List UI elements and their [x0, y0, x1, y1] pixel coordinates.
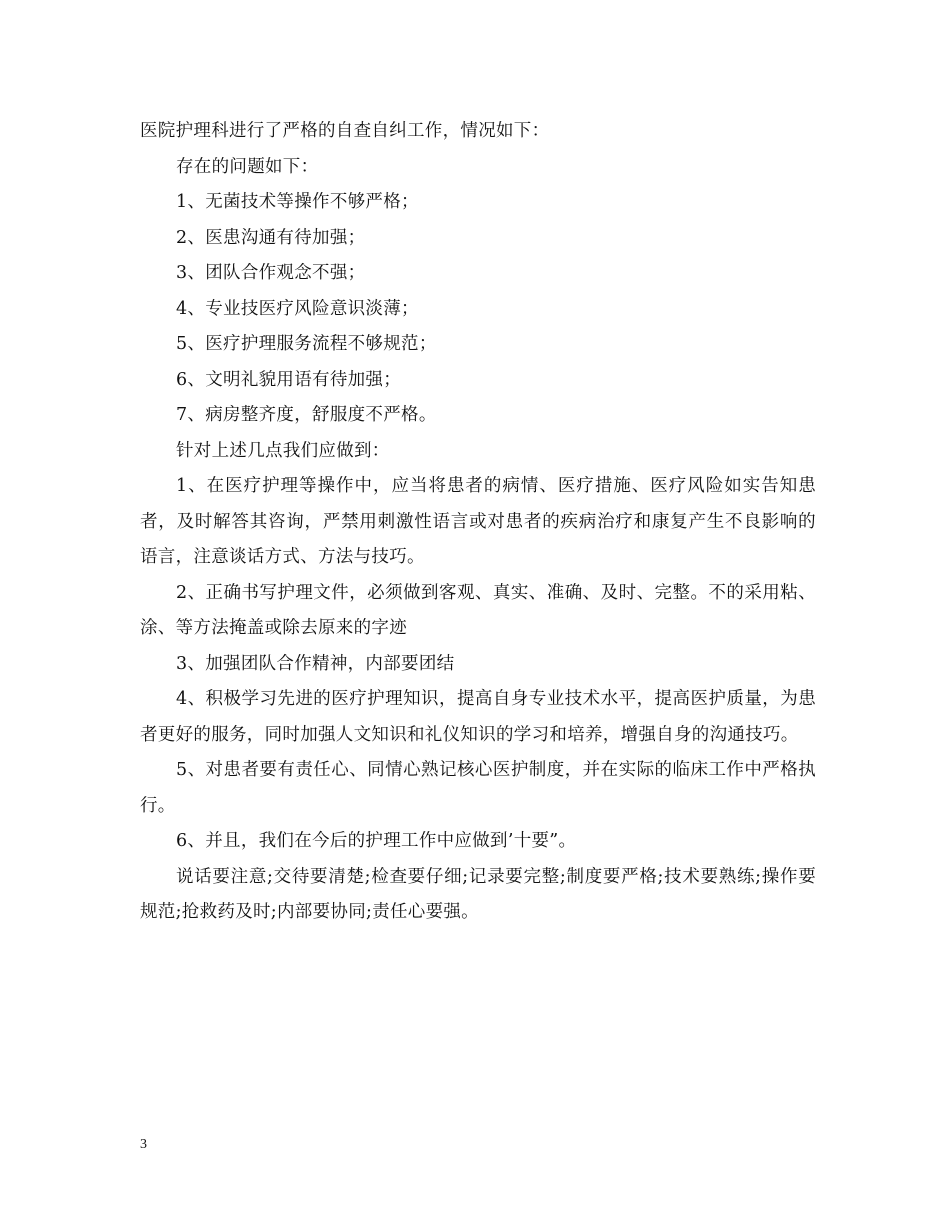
- paragraph-problems-heading: 存在的问题如下：: [176, 156, 319, 177]
- problem-item-5: 5、医疗护理服务流程不够规范；: [176, 334, 437, 354]
- problem-item-6: 6、文明礼貌用语有待加强；: [176, 369, 402, 390]
- measure-item-6: 6、并且，我们在今后的护理工作中应做到’十要”。: [176, 831, 577, 851]
- problem-item-2: 2、医患沟通有待加强；: [176, 227, 366, 248]
- problem-item-4: 4、专业技医疗风险意识淡薄；: [176, 298, 419, 319]
- paragraph-intro: 医院护理科进行了严格的自查自纠工作，情况如下：: [140, 121, 550, 141]
- measure-item-5: 5、对患者要有责任心、同情心熟记核心医护制度，并在实际的临床工作中严格执行。: [140, 760, 816, 816]
- problem-item-3: 3、团队合作观念不强；: [176, 263, 366, 283]
- paragraph-ten-musts: 说话要注意;交待要清楚;检查要仔细;记录要完整;制度要严格;技术要熟练;操作要规范;抢救药及时;内部要协同;责任心要强。: [140, 866, 816, 922]
- page-number: 3: [140, 1137, 147, 1152]
- measure-item-4: 4、积极学习先进的医疗护理知识，提高自身专业技术水平，提高医护质量，为患者更好的服务，同时加强人文知识和礼仪知识的学习和培养，增强自身的沟通技巧。: [140, 689, 816, 745]
- measure-item-1: 1、在医疗护理等操作中，应当将患者的病情、医疗措施、医疗风险如实告知患者，及时解答其咨询，严禁用刺激性语言或对患者的疾病治疗和康复产生不良影响的语言，注意谈话方式、方法与技巧。: [140, 476, 816, 567]
- document-body: [140, 114, 816, 931]
- paragraph-measures-heading: 针对上述几点我们应做到：: [176, 440, 390, 461]
- problem-item-1: 1、无菌技术等操作不够严格；: [176, 192, 419, 212]
- measure-item-2: 2、正确书写护理文件，必须做到客观、真实、准确、及时、完整。不的采用粘、涂、等方法掩盖或除去原来的字迹: [140, 582, 816, 638]
- problem-item-7: 7、病房整齐度，舒服度不严格。: [176, 405, 437, 425]
- measure-item-3: 3、加强团队合作精神，内部要团结: [176, 653, 455, 674]
